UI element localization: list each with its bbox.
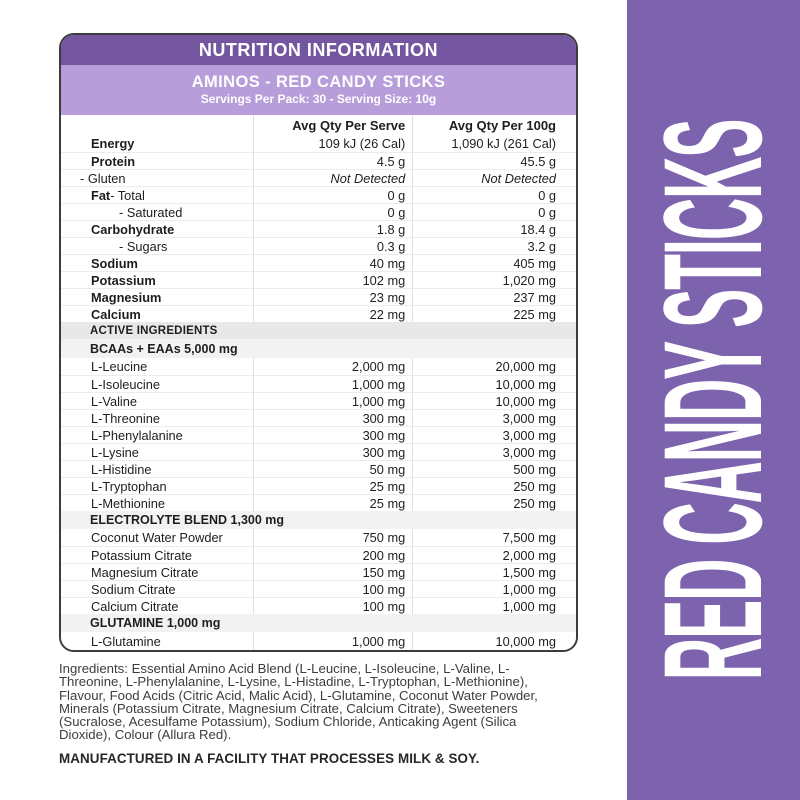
row-value-per100g: Not Detected xyxy=(412,170,576,186)
blend-header-row: BCAAs + EAAs 5,000 mg xyxy=(61,339,576,358)
row-value-per100g: 250 mg xyxy=(412,478,576,494)
row-value-per100g: 10,000 mg xyxy=(412,632,576,650)
row-value-serve: 1,000 mg xyxy=(253,632,413,650)
row-value-per100g: 7,500 mg xyxy=(412,529,576,546)
serving-info: Servings Per Pack: 30 - Serving Size: 10g xyxy=(200,92,437,106)
table-row xyxy=(61,563,576,580)
nutrition-panel xyxy=(59,33,578,652)
row-value-serve: 0 g xyxy=(253,187,413,203)
table-row xyxy=(61,460,576,477)
table-row xyxy=(61,443,576,460)
row-label: L-Glutamine xyxy=(91,633,161,649)
row-value-per100g: 2,000 mg xyxy=(412,547,576,563)
row-label: L-Valine xyxy=(91,393,138,409)
table-row xyxy=(61,220,576,237)
table-row xyxy=(61,186,576,203)
row-value-per100g: 1,000 mg xyxy=(412,581,576,597)
row-label: Sodium xyxy=(91,255,138,271)
row-label: L-Lysine xyxy=(91,444,139,460)
table-row xyxy=(61,203,576,220)
table-row xyxy=(61,169,576,186)
row-value-serve: 300 mg xyxy=(253,410,413,426)
table-row xyxy=(61,409,576,426)
table-row xyxy=(61,494,576,511)
row-value-serve: Not Detected xyxy=(253,170,413,186)
row-label: Energy xyxy=(91,136,135,151)
row-label: L-Methionine xyxy=(91,495,165,511)
row-value-serve: 40 mg xyxy=(253,255,413,271)
row-value-serve: 109 kJ (26 Cal) xyxy=(253,135,413,152)
row-value-per100g: 237 mg xyxy=(412,289,576,305)
row-label: Coconut Water Powder xyxy=(91,530,223,545)
row-value-per100g: 1,500 mg xyxy=(412,564,576,580)
table-row xyxy=(61,254,576,271)
table-row xyxy=(61,152,576,169)
table-row xyxy=(61,135,576,152)
table-row xyxy=(61,288,576,305)
panel-title: NUTRITION INFORMATION xyxy=(61,35,576,65)
row-value-per100g: 10,000 mg xyxy=(412,376,576,392)
table-row xyxy=(61,580,576,597)
row-value-serve: 25 mg xyxy=(253,478,413,494)
row-value-serve: 1.8 g xyxy=(253,221,413,237)
row-label: L-Threonine xyxy=(91,410,161,426)
row-label: - Saturated xyxy=(119,204,183,220)
row-value-serve: 2,000 mg xyxy=(253,358,413,375)
row-value-per100g: 250 mg xyxy=(412,495,576,511)
row-value-serve: 300 mg xyxy=(253,427,413,443)
row-label: Potassium xyxy=(91,272,156,288)
row-value-serve: 1,000 mg xyxy=(253,393,413,409)
blend-header-row: GLUTAMINE 1,000 mg xyxy=(61,614,576,632)
row-label: L-Tryptophan xyxy=(91,478,167,494)
row-label: Calcium Citrate xyxy=(91,598,179,614)
row-value-serve: 100 mg xyxy=(253,581,413,597)
row-label: Protein xyxy=(91,153,136,169)
row-value-serve: 0 g xyxy=(253,204,413,220)
row-label: L-Leucine xyxy=(91,359,148,374)
row-value-per100g: 45.5 g xyxy=(412,153,576,169)
row-value-serve: 0.3 g xyxy=(253,238,413,254)
column-header-blank xyxy=(61,115,253,135)
row-label: Sodium Citrate xyxy=(91,581,176,597)
row-label: Calcium xyxy=(91,306,141,322)
table-row xyxy=(61,358,576,375)
row-value-serve: 102 mg xyxy=(253,272,413,288)
row-label: L-Phenylalanine xyxy=(91,427,183,443)
row-value-serve: 25 mg xyxy=(253,495,413,511)
table-row xyxy=(61,529,576,546)
table-row xyxy=(61,426,576,443)
row-value-serve: 100 mg xyxy=(253,598,413,614)
row-value-serve: 22 mg xyxy=(253,306,413,322)
panel-subheader xyxy=(61,65,576,115)
table-row xyxy=(61,597,576,614)
row-value-serve: 23 mg xyxy=(253,289,413,305)
row-value-per100g: 1,020 mg xyxy=(412,272,576,288)
table-row xyxy=(61,632,576,650)
table-row xyxy=(61,271,576,288)
product-name: AMINOS - RED CANDY STICKS xyxy=(191,73,446,91)
row-value-serve: 50 mg xyxy=(253,461,413,477)
row-value-per100g: 225 mg xyxy=(412,306,576,322)
row-label: Magnesium xyxy=(91,289,162,305)
row-value-serve: 1,000 mg xyxy=(253,376,413,392)
column-header-row xyxy=(61,115,576,135)
column-header-per100g: Avg Qty Per 100g xyxy=(412,115,576,135)
row-value-per100g: 3,000 mg xyxy=(412,444,576,460)
row-label: Magnesium Citrate xyxy=(91,564,199,580)
row-value-per100g: 3.2 g xyxy=(412,238,576,254)
row-label: - Sugars xyxy=(119,238,168,254)
row-label: Potassium Citrate xyxy=(91,547,192,563)
row-value-per100g: 3,000 mg xyxy=(412,410,576,426)
row-value-per100g: 1,090 kJ (261 Cal) xyxy=(412,135,576,152)
table-row xyxy=(61,375,576,392)
row-value-serve: 200 mg xyxy=(253,547,413,563)
row-value-per100g: 20,000 mg xyxy=(412,358,576,375)
table-row xyxy=(61,477,576,494)
row-value-serve: 150 mg xyxy=(253,564,413,580)
sidebar xyxy=(627,0,800,800)
row-value-serve: 4.5 g xyxy=(253,153,413,169)
row-label: Carbohydrate xyxy=(91,221,175,237)
row-label: L-Isoleucine xyxy=(91,376,161,392)
table-row xyxy=(61,392,576,409)
row-label: - Gluten xyxy=(80,170,126,186)
ingredients-text: Ingredients: Essential Amino Acid Blend (L-Leucine, L-Isoleucine, L-Valine, L-Threonine, L-Phenylalanine, L-Lysine, L-Histadine, L-Tryptophan, L-Methionine), Flavour, Food Acids (Citric Acid, Malic Acid), L-Glutamine, Coconut Water Powder, Minerals (Potassium Citrate, Magnesium Citrate, Calcium Citrate), Sweeteners (Sucralose, Acesulfame Potassium), Sodium Chloride, Anticaking Agent (Silica Dioxide), Colour (Allura Red). xyxy=(59,661,538,743)
allergen-text: MANUFACTURED IN A FACILITY THAT PROCESSES MILK & SOY. xyxy=(59,751,480,766)
row-value-per100g: 1,000 mg xyxy=(412,598,576,614)
row-value-per100g: 18.4 g xyxy=(412,221,576,237)
row-value-per100g: 3,000 mg xyxy=(412,427,576,443)
table-row xyxy=(61,305,576,322)
row-value-serve: 750 mg xyxy=(253,529,413,546)
table-row xyxy=(61,237,576,254)
column-header-serve: Avg Qty Per Serve xyxy=(253,115,413,135)
row-value-per100g: 0 g xyxy=(412,187,576,203)
row-value-per100g: 0 g xyxy=(412,204,576,220)
row-label: L-Histidine xyxy=(91,461,152,477)
table-row xyxy=(61,546,576,563)
row-label: Fat - Total xyxy=(91,187,145,203)
sidebar-vertical-label: RED CANDY STICKS xyxy=(634,119,792,681)
row-value-serve: 300 mg xyxy=(253,444,413,460)
row-value-per100g: 10,000 mg xyxy=(412,393,576,409)
blend-header-row: ELECTROLYTE BLEND 1,300 mg xyxy=(61,511,576,529)
row-value-per100g: 500 mg xyxy=(412,461,576,477)
row-value-per100g: 405 mg xyxy=(412,255,576,271)
nutrition-table xyxy=(61,115,576,650)
section-header-row: ACTIVE INGREDIENTS xyxy=(61,322,576,339)
